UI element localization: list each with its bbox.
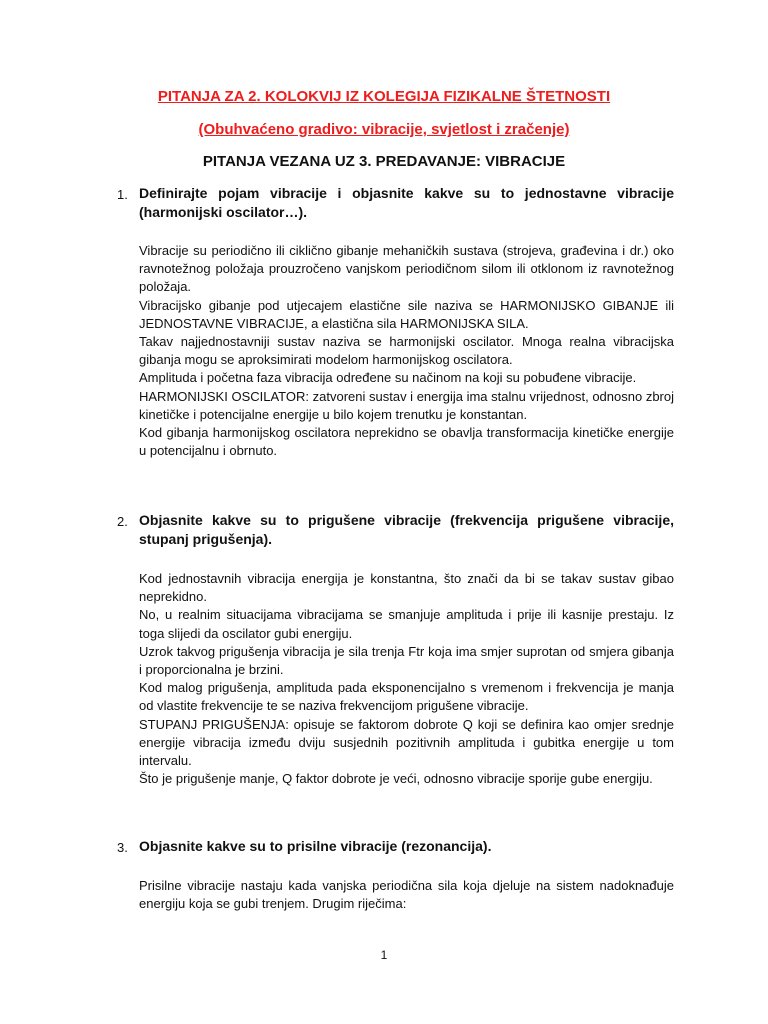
page-number: 1 (380, 948, 388, 962)
document-subtitle: (Obuhvaćeno gradivo: vibracije, svjetlost i zračenje) (198, 121, 570, 138)
answer-paragraph: Kod malog prigušenja, amplituda pada eksponencijalno s vremenom i frekvencija je manja od vlastite frekvencije te se naziva frekvencijom prigušene vibracije. (139, 680, 674, 714)
answer-paragraph: Kod jednostavnih vibracija energija je konstantna, što znači da bi se takav sustav gibao neprekidno. (139, 571, 674, 605)
answer-block (139, 570, 674, 788)
answer-paragraph: Kod gibanja harmonijskog oscilatora neprekidno se obavlja transformacija kinetičke energije u potencijalnu i obrnuto. (139, 425, 674, 459)
answer-paragraph: Vibracije su periodično ili ciklično gibanje mehaničkih sustava (strojeva, građevina i dr.) oko ravnotežnog položaja prouzročeno vanjskom periodičnom silom ili otklonom iz ravnotežnog položaja. (139, 243, 674, 295)
question-number: 1. (117, 187, 128, 202)
answer-paragraph: Uzrok takvog prigušenja vibracija je sila trenja Ftr koja ima smjer suprotan od smjera gibanja i proporcionalna je brzini. (139, 643, 674, 678)
answer-paragraph: Prisilne vibracije nastaju kada vanjska periodična sila koja djeluje na sistem nadoknađuje energiju koja se gubi trenjem. Drugim riječima: (139, 878, 674, 912)
answer-paragraph: Amplituda i početna faza vibracija određene su načinom na koji su pobuđene vibracije. (139, 370, 637, 386)
question-text: Definirajte pojam vibracije i objasnite kakve su to jednostavne vibracije (harmonijski oscilator…). (139, 185, 674, 220)
answer-paragraph: No, u realnim situacijama vibracijama se smanjuje amplituda i prije ili kasnije prestaju. Iz toga slijedi da oscilator gubi energiju. (139, 607, 674, 641)
answer-paragraph: Takav najjednostavniji sustav naziva se harmonijski oscilator. Mnoga realna vibracijska gibanja mogu se aproksimirati modelom harmonijskog oscilatora. (139, 334, 674, 368)
answer-paragraph: Vibracijsko gibanje pod utjecajem elastične sile naziva se HARMONIJSKO GIBANJE ili JEDNOSTAVNE VIBRACIJE, a elastična sila HARMONIJSKA SILA. (139, 297, 674, 331)
section-title: PITANJA VEZANA UZ 3. PREDAVANJE: VIBRACIJE (202, 153, 566, 170)
question-number: 2. (117, 514, 128, 529)
question-text: Objasnite kakve su to prigušene vibracije (frekvencija prigušene vibracije, stupanj prigušenja). (139, 512, 674, 547)
answer-paragraph: Što je prigušenje manje, Q faktor dobrote je veći, odnosno vibracije sporije gube energiju. (139, 771, 653, 787)
question-text: Objasnite kakve su to prisilne vibracije (rezonancija). (139, 838, 492, 854)
answer-paragraph: STUPANJ PRIGUŠENJA: opisuje se faktorom dobrote Q koji se definira kao omjer srednje energije vibracija između dviju susjednih pozitivnih amplituda i gubitka energije u tom intervalu. (139, 716, 674, 769)
document-title: PITANJA ZA 2. KOLOKVIJ IZ KOLEGIJA FIZIKALNE ŠTETNOSTI (157, 88, 611, 105)
answer-paragraph: HARMONIJSKI OSCILATOR: zatvoreni sustav i energija ima stalnu vrijednost, odnosno zbroj kinetičke i potencijalne energije u bilo kojem trenutku je konstantan. (139, 388, 674, 422)
answer-block (139, 877, 674, 913)
answer-block (139, 242, 674, 460)
question-number: 3. (117, 840, 128, 855)
